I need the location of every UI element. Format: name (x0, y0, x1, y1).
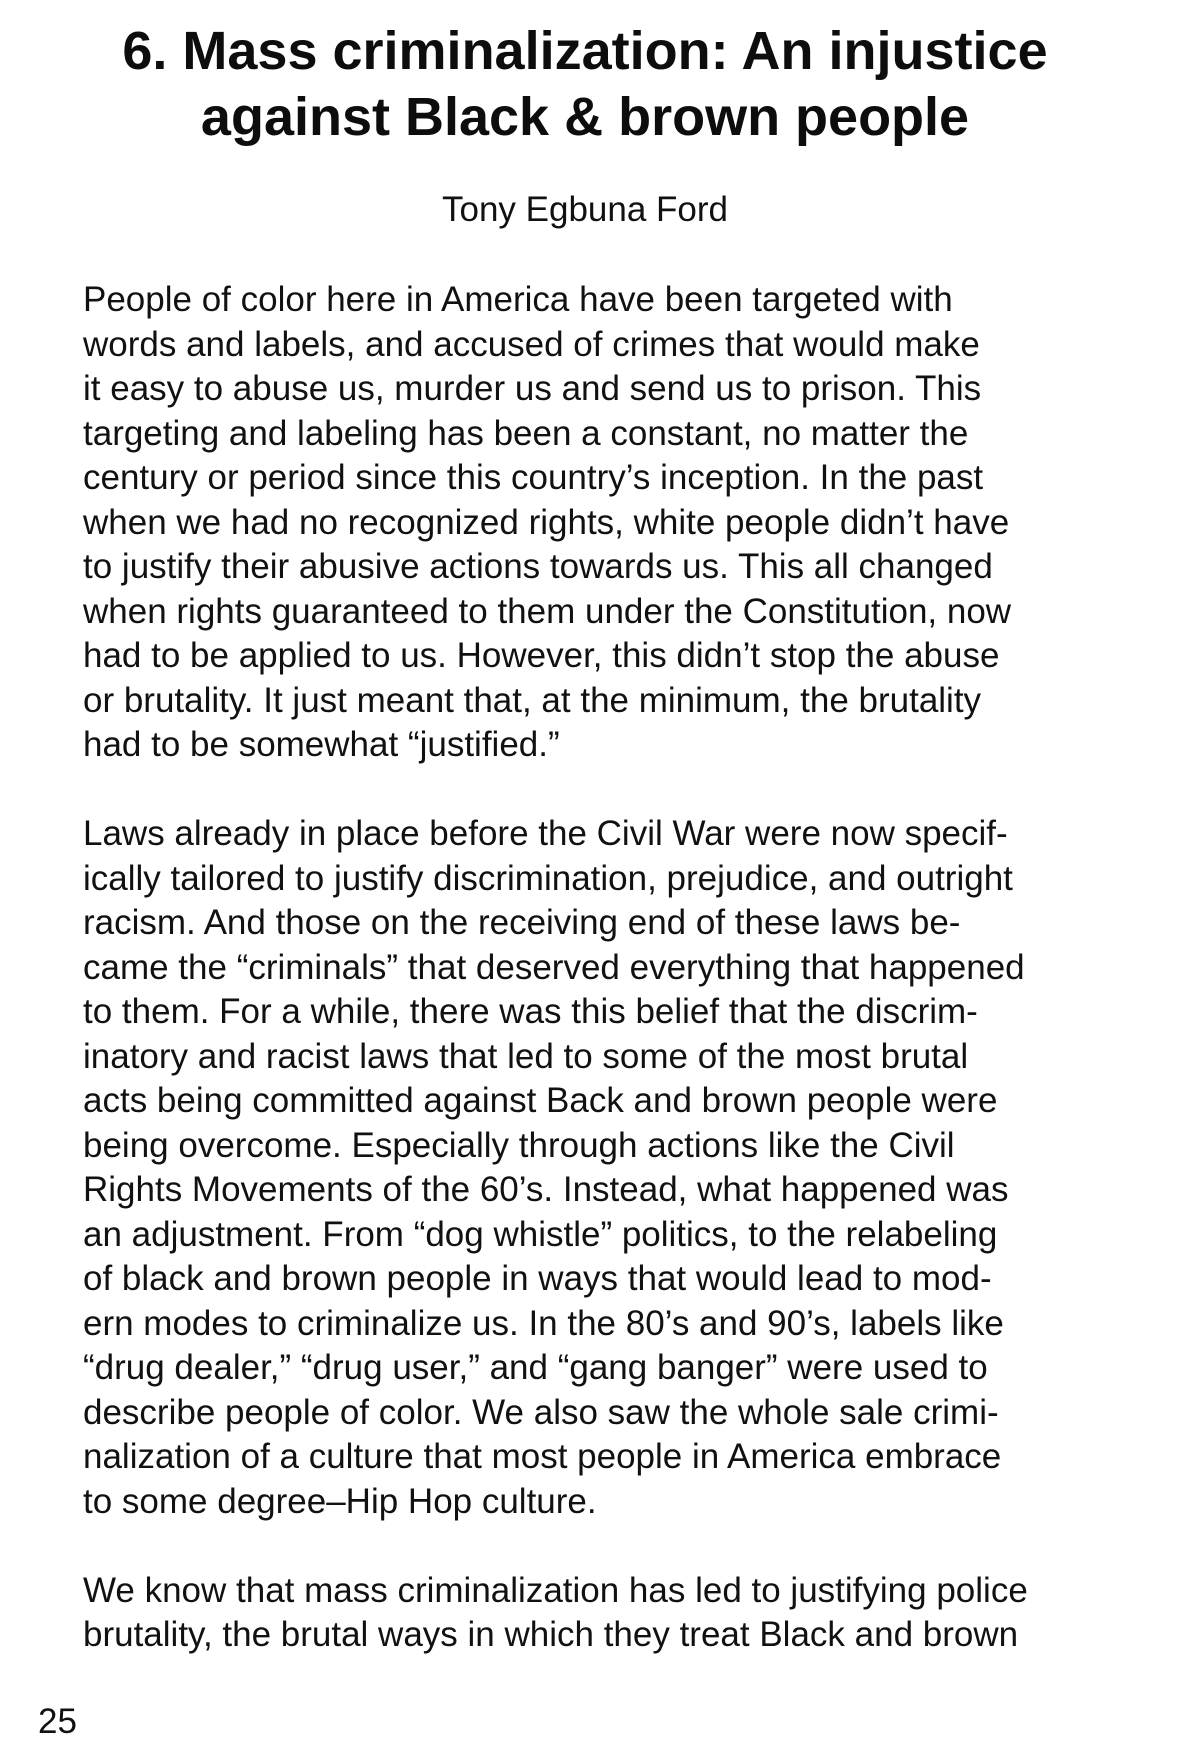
chapter-title (60, 18, 1110, 150)
chapter-title-line: against Black & brown people (200, 87, 970, 147)
body-line: words and labels, and accused of crimes that would make (83, 324, 980, 364)
body-line: to them. For a while, there was this belief that the discrim- (83, 992, 978, 1031)
body-line: to some degree–Hip Hop culture. (83, 1481, 597, 1521)
body-line: “drug dealer,” “drug user,” and “gang banger” were used to (83, 1348, 988, 1387)
body-line: Laws already in place before the Civil War were now specif- (83, 814, 1008, 853)
body-line: ically tailored to justify discrimination, prejudice, and outright (83, 858, 1013, 898)
body-line: had to be somewhat “justified.” (83, 725, 560, 764)
body-paragraph (83, 1569, 1143, 1658)
body-line: brutality, the brutal ways in which they treat Black and brown (83, 1615, 1019, 1654)
body-line: it easy to abuse us, murder us and send us to prison. This (83, 369, 982, 408)
body-paragraph (83, 812, 1143, 1524)
author-name: Tony Egbuna Ford (441, 190, 728, 229)
body-paragraph (83, 278, 1143, 768)
body-line: nalization of a culture that most people in America embrace (83, 1437, 1002, 1476)
body-line: to justify their abusive actions towards us. This all changed (83, 547, 993, 586)
body-line: We know that mass criminalization has led to justifying police (83, 1570, 1028, 1610)
body-text (83, 278, 1143, 1702)
page-number: 25 (38, 1702, 77, 1741)
body-line: Rights Movements of the 60’s. Instead, what happened was (83, 1170, 1009, 1209)
body-line: had to be applied to us. However, this didn’t stop the abuse (83, 636, 1000, 675)
body-line: ern modes to criminalize us. In the 80’s and 90’s, labels like (83, 1303, 1004, 1343)
body-line: acts being committed against Back and brown people were (83, 1081, 998, 1120)
body-line: century or period since this country’s inception. In the past (83, 458, 984, 497)
body-line: being overcome. Especially through actions like the Civil (83, 1125, 955, 1165)
body-line: an adjustment. From “dog whistle” politics, to the relabeling (83, 1214, 998, 1254)
body-line: of black and brown people in ways that would lead to mod- (83, 1259, 992, 1298)
body-line: racism. And those on the receiving end of these laws be- (83, 903, 961, 942)
chapter-title-line: 6. Mass criminalization: An injustice (122, 21, 1048, 81)
body-line: when rights guaranteed to them under the Constitution, now (83, 591, 1012, 631)
body-line: targeting and labeling has been a constant, no matter the (83, 413, 969, 453)
body-line: or brutality. It just meant that, at the minimum, the brutality (83, 680, 982, 720)
body-line: describe people of color. We also saw the whole sale crimi- (83, 1392, 999, 1432)
body-line: inatory and racist laws that led to some of the most brutal (83, 1036, 969, 1076)
body-line: when we had no recognized rights, white people didn’t have (83, 502, 1010, 542)
body-line: People of color here in America have been targeted with (83, 280, 953, 319)
body-line: came the “criminals” that deserved everything that happened (83, 947, 1025, 987)
